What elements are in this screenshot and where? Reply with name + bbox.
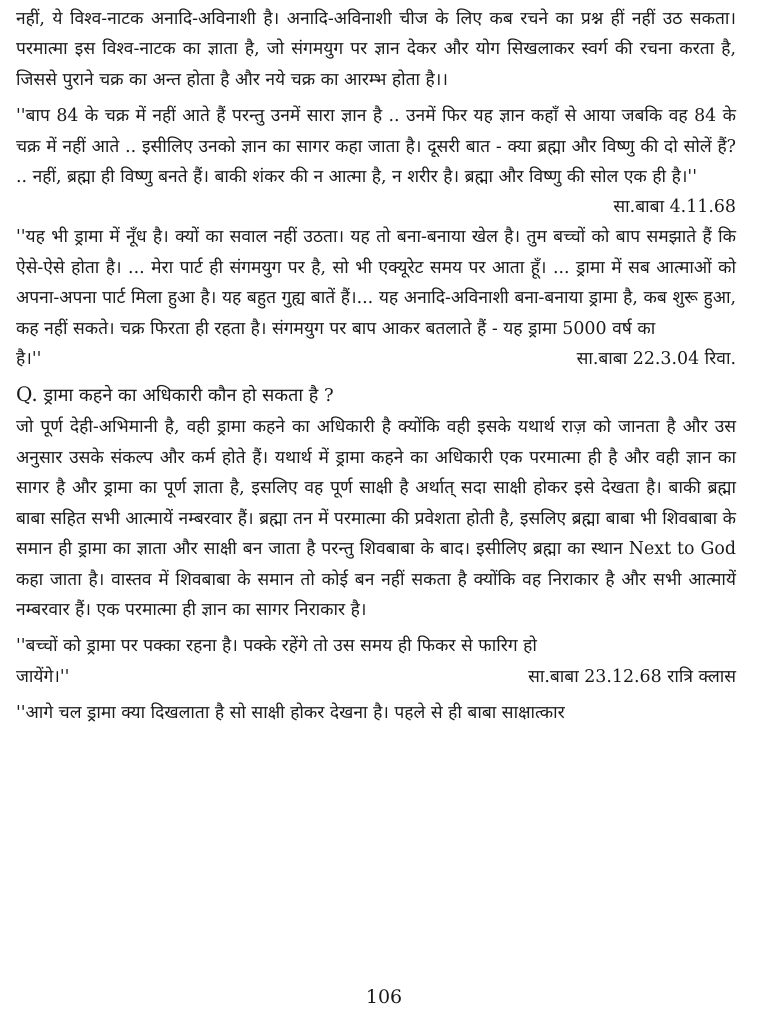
quote-paragraph-3: ''बच्चों को ड्रामा पर पक्का रहना है। पक्के रहेंगे तो उस समय ही फिकर से फारिग हो <box>16 636 537 657</box>
quote-3-closing-row <box>16 662 736 692</box>
intro-paragraph: नहीं, ये विश्व-नाटक अनादि-अविनाशी है। अनादि-अविनाशी चीज के लिए कब रचने का प्रश्न हीं नहीं उठ सकता। परमात्मा इस विश्व-नाटक का ज्ञाता है, जो संगमयुग पर ज्ञान देकर और योग सिखलाकर स्वर्ग की रचना करता है, जिससे पुराने चक्र का अन्त होता है और नये चक्र का आरम्भ होता है।। <box>16 9 736 90</box>
question-label: Q. <box>16 382 38 407</box>
question-text: ड्रामा कहने का अधिकारी कौन हो सकता है ? <box>43 385 334 407</box>
quote-2-closing-row <box>16 344 736 374</box>
quote-paragraph-4: ''आगे चल ड्रामा क्या दिखलाता है सो साक्षी होकर देखना है। पहले से ही बाबा साक्षात्कार <box>16 703 565 724</box>
citation-2: सा.बाबा 22.3.04 रिवा. <box>576 349 736 370</box>
document-page <box>16 4 736 729</box>
citation-1: सा.बाबा 4.11.68 <box>613 197 736 218</box>
quote-paragraph-1: ''बाप 84 के चक्र में नहीं आते हैं परन्तु उनमें सारा ज्ञान है .. उनमें फिर यह ज्ञान कहाँ से आया जबकि वह 84 के चक्र में नहीं आते .. इसीलिए उनको ज्ञान का सागर कहा जाता है। दूसरी बात - क्या ब्रह्मा और विष्णु की दो सोलें हैं? .. नहीं, ब्रह्मा ही विष्णु बनते हैं। बाकी शंकर की न आत्मा है, न शरीर है। ब्रह्मा और विष्णु की सोल एक ही है।'' <box>16 106 736 188</box>
page-number: 106 <box>365 986 403 1008</box>
citation-3: सा.बाबा 23.12.68 रात्रि क्लास <box>528 666 736 687</box>
quote-paragraph-2: ''यह भी ड्रामा में नूँध है। क्यों का सवाल नहीं उठता। यह तो बना-बनाया खेल है। तुम बच्चों को बाप समझाते हैं कि ऐसे-ऐसे होता है। ... मेरा पार्ट ही संगमयुग पर है, सो भी एक्यूरेट समय पर आता हूँ। ... ड्रामा में सब आत्माओं को अपना-अपना पार्ट मिला हुआ है। यह बहुत गुह्य बातें हैं।... यह अनादि-अविनाशी बना-बनाया ड्रामा है, कब शुरू हुआ, कह नहीं सकते। चक्र फिरता ही रहता है। संगमयुग पर बाप आकर बतलाते हैं - यह ड्रामा 5000 वर्ष का <box>16 227 736 339</box>
answer-paragraph: जो पूर्ण देही-अभिमानी है, वही ड्रामा कहने का अधिकारी है क्योंकि वही इसके यथार्थ राज़ को जानता है और उस अनुसार उसके संकल्प और कर्म होते हैं। यथार्थ में ड्रामा कहने का अधिकारी एक परमात्मा ही है और वही ज्ञान का सागर है और ड्रामा का पूर्ण ज्ञाता है, इसलिए वह पूर्ण साक्षी है अर्थात् सदा साक्षी होकर इसे देखता है। बाकी ब्रह्मा बाबा सहित सभी आत्मायें नम्बरवार हैं। ब्रह्मा तन में परमात्मा की प्रवेशता होती है, इसलिए ब्रह्मा बाबा भी शिवबाबा के समान ही ड्रामा का ज्ञाता और साक्षी बन जाता है परन्तु शिवबाबा के बाद। इसीलिए ब्रह्मा का स्थान Next to God कहा जाता है। वास्तव में शिवबाबा के समान तो कोई बन नहीं सकता है क्योंकि वह निराकार है और सभी आत्मायें नम्बरवार हैं। एक परमात्मा ही ज्ञान का सागर निराकार है। <box>16 417 736 620</box>
quote-2-end: है।'' <box>16 349 42 370</box>
quote-3-end: जायेंगे।'' <box>16 666 70 687</box>
question-heading <box>16 378 736 412</box>
